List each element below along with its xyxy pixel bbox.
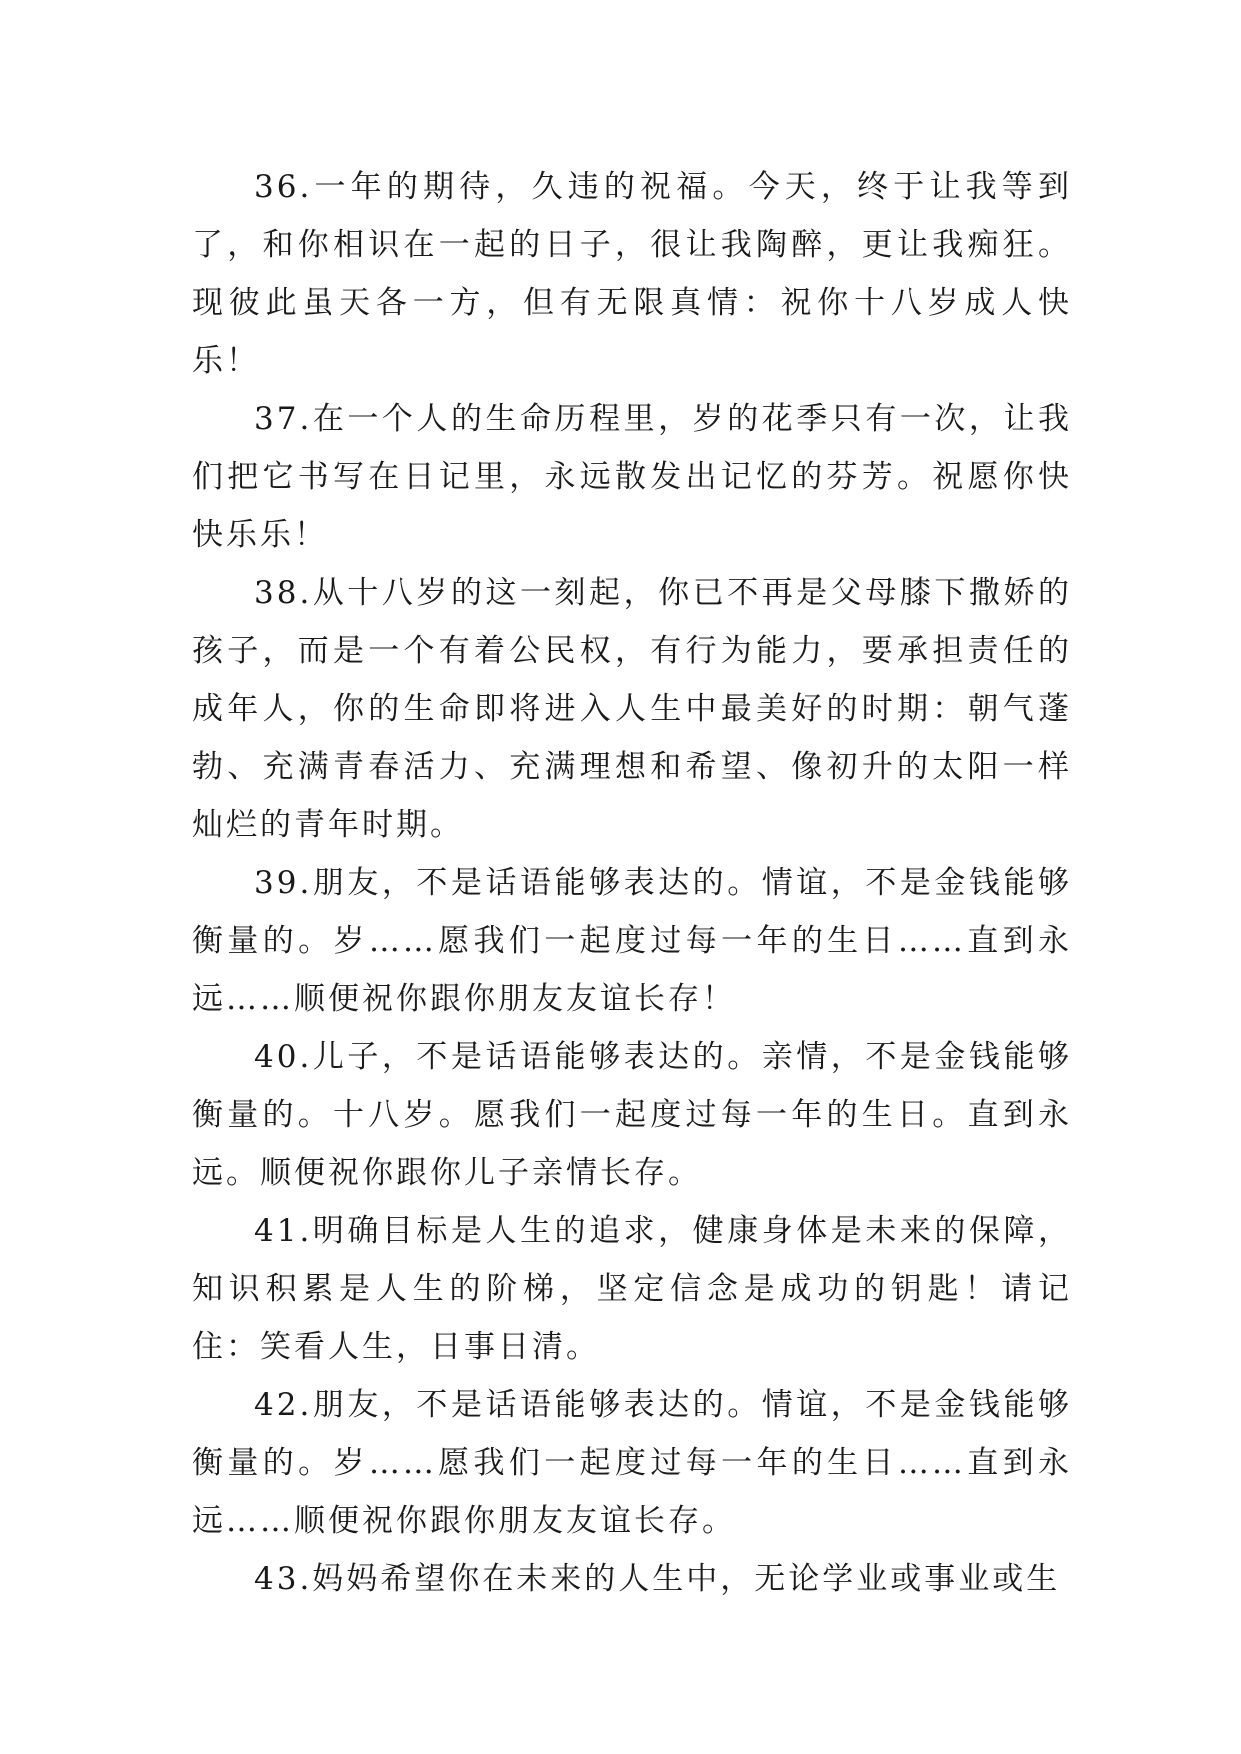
paragraph-41: 41.明确目标是人生的追求，健康身体是未来的保障，知识积累是人生的阶梯，坚定信念是成功的钥匙！请记住：笑看人生，日事日清。	[192, 1213, 1072, 1365]
paragraph-39: 39.朋友，不是话语能够表达的。情谊，不是金钱能够衡量的。岁……愿我们一起度过每一年的生日……直到永远……顺便祝你跟你朋友友谊长存！	[192, 865, 1072, 1017]
paragraph-36: 36.一年的期待，久违的祝福。今天，终于让我等到了，和你相识在一起的日子，很让我陶醉，更让我痴狂。现彼此虽天各一方，但有无限真情：祝你十八岁成人快乐！	[192, 169, 1072, 379]
paragraph-38: 38.从十八岁的这一刻起，你已不再是父母膝下撒娇的孩子，而是一个有着公民权，有行为能力，要承担责任的成年人，你的生命即将进入人生中最美好的时期：朝气蓬勃、充满青春活力、充满理想和希望、像初升的太阳一样灿烂的青年时期。	[192, 575, 1072, 843]
paragraph-43: 43.妈妈希望你在未来的人生中，无论学业或事业或生	[254, 1561, 1061, 1597]
paragraph-37: 37.在一个人的生命历程里，岁的花季只有一次，让我们把它书写在日记里，永远散发出记忆的芬芳。祝愿你快快乐乐！	[192, 401, 1072, 553]
paragraph-42: 42.朋友，不是话语能够表达的。情谊，不是金钱能够衡量的。岁……愿我们一起度过每一年的生日……直到永远……顺便祝你跟你朋友友谊长存。	[192, 1387, 1072, 1539]
document-page	[192, 158, 1072, 1608]
paragraph-40: 40.儿子，不是话语能够表达的。亲情，不是金钱能够衡量的。十八岁。愿我们一起度过每一年的生日。直到永远。顺便祝你跟你儿子亲情长存。	[192, 1039, 1072, 1191]
